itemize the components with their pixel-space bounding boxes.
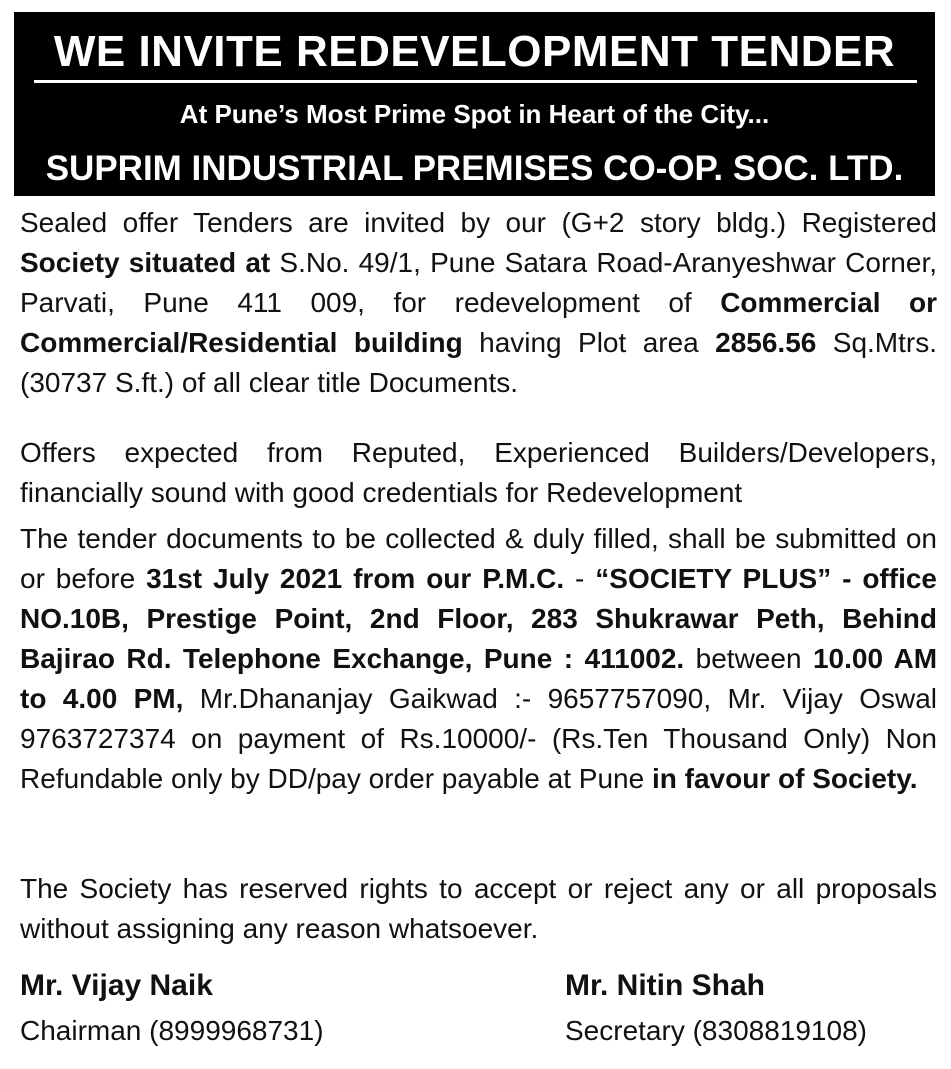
secretary-role: Secretary (8308819108) xyxy=(565,1015,867,1046)
chairman-role: Chairman (8999968731) xyxy=(20,1015,324,1046)
p3-text-2: - xyxy=(564,563,596,594)
signatory-chairman xyxy=(20,968,324,1049)
p3-text-3: between xyxy=(684,643,813,674)
tender-header-banner xyxy=(14,12,935,196)
p1-text-3: having Plot area xyxy=(462,327,716,358)
p3-bold-4: in favour of Society. xyxy=(651,763,918,794)
p3-bold-3: 10.00 AM to 4.00 PM, xyxy=(20,643,938,714)
p3-bold-1: 31st July 2021 from our P.M.C. xyxy=(146,563,565,594)
tender-title: WE INVITE REDEVELOPMENT TENDER xyxy=(53,27,896,76)
p1-text-4: Sq.Mtrs. (30737 S.ft.) of all clear title Documents. xyxy=(20,327,937,398)
paragraph-rights: The Society has reserved rights to accept or reject any or all proposals without assigning any reason whatsoever. xyxy=(20,873,937,944)
tender-subtitle: At Pune’s Most Prime Spot in Heart of the City... xyxy=(179,99,770,129)
p3-text-1: The tender documents to be collected & duly filled, shall be submitted on or before xyxy=(20,523,937,594)
signatory-secretary xyxy=(565,968,867,1049)
p3-text-4: Mr.Dhananjay Gaikwad :- 9657757090, Mr. Vijay Oswal 9763727374 on payment of Rs.10000/- (Rs.Ten Thousand Only) Non Refundable only by DD/pay order payable at Pune xyxy=(20,683,937,794)
secretary-name: Mr. Nitin Shah xyxy=(565,969,766,1002)
paragraph-submission xyxy=(20,519,937,799)
title-underline xyxy=(34,80,917,83)
paragraph-offers: Offers expected from Reputed, Experienced Builders/Developers, financially sound with good credentials for Redevelopment xyxy=(20,437,937,508)
paragraph-invitation xyxy=(20,203,937,403)
p1-bold-3: 2856.56 xyxy=(715,327,817,358)
p3-bold-2: “SOCIETY PLUS” - office NO.10B, Prestige Point, 2nd Floor, 283 Shukrawar Peth, Behind Bajirao Rd. Telephone Exchange, Pune : 411002. xyxy=(20,563,938,674)
chairman-name: Mr. Vijay Naik xyxy=(20,969,213,1002)
society-name: SUPRIM INDUSTRIAL PREMISES CO-OP. SOC. LTD. xyxy=(45,149,904,188)
p1-text-1: Sealed offer Tenders are invited by our (G+2 story bldg.) Registered xyxy=(20,207,937,238)
p1-bold-2: Commercial or Commercial/Residential building xyxy=(20,287,937,358)
p1-text-2: S.No. 49/1, Pune Satara Road-Aranyeshwar Corner, Parvati, Pune 411 009, for redevelopment of xyxy=(20,247,937,318)
p1-bold-1: Society situated at xyxy=(20,247,271,278)
